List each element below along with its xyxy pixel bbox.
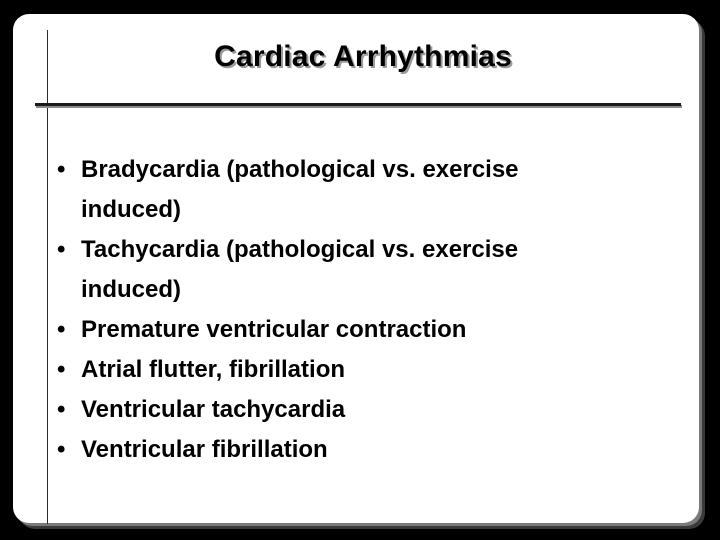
bullet-text: Tachycardia (pathological vs. exercise [81,236,519,263]
bullet-text: Premature ventricular contraction [81,316,467,343]
bullet-icon: • [57,316,66,343]
bullet-text: Bradycardia (pathological vs. exercise [81,156,519,183]
bullet-icon: • [57,396,66,423]
bullet-icon: • [57,356,66,383]
bullet-item-tachycardia [55,230,655,310]
bullet-item-pvc [55,310,655,350]
bullet-list [55,150,655,470]
bullet-text: Ventricular tachycardia [81,396,346,423]
bullet-item-ventricular-fibrillation [55,430,655,470]
title-divider-line [35,103,681,106]
bullet-text: Atrial flutter, fibrillation [81,356,346,383]
slide-title: Cardiac Arrhythmias [214,40,512,73]
bullet-icon: • [57,436,66,463]
bullet-text-continuation: induced) [81,276,181,303]
bullet-item-bradycardia [55,150,655,230]
bullet-item-atrial-flutter [55,350,655,390]
bullet-icon: • [57,156,66,183]
bullet-icon: • [57,236,66,263]
bullet-item-ventricular-tachycardia [55,390,655,430]
bullet-text-continuation: induced) [81,196,181,223]
bullet-text: Ventricular fibrillation [81,436,328,463]
